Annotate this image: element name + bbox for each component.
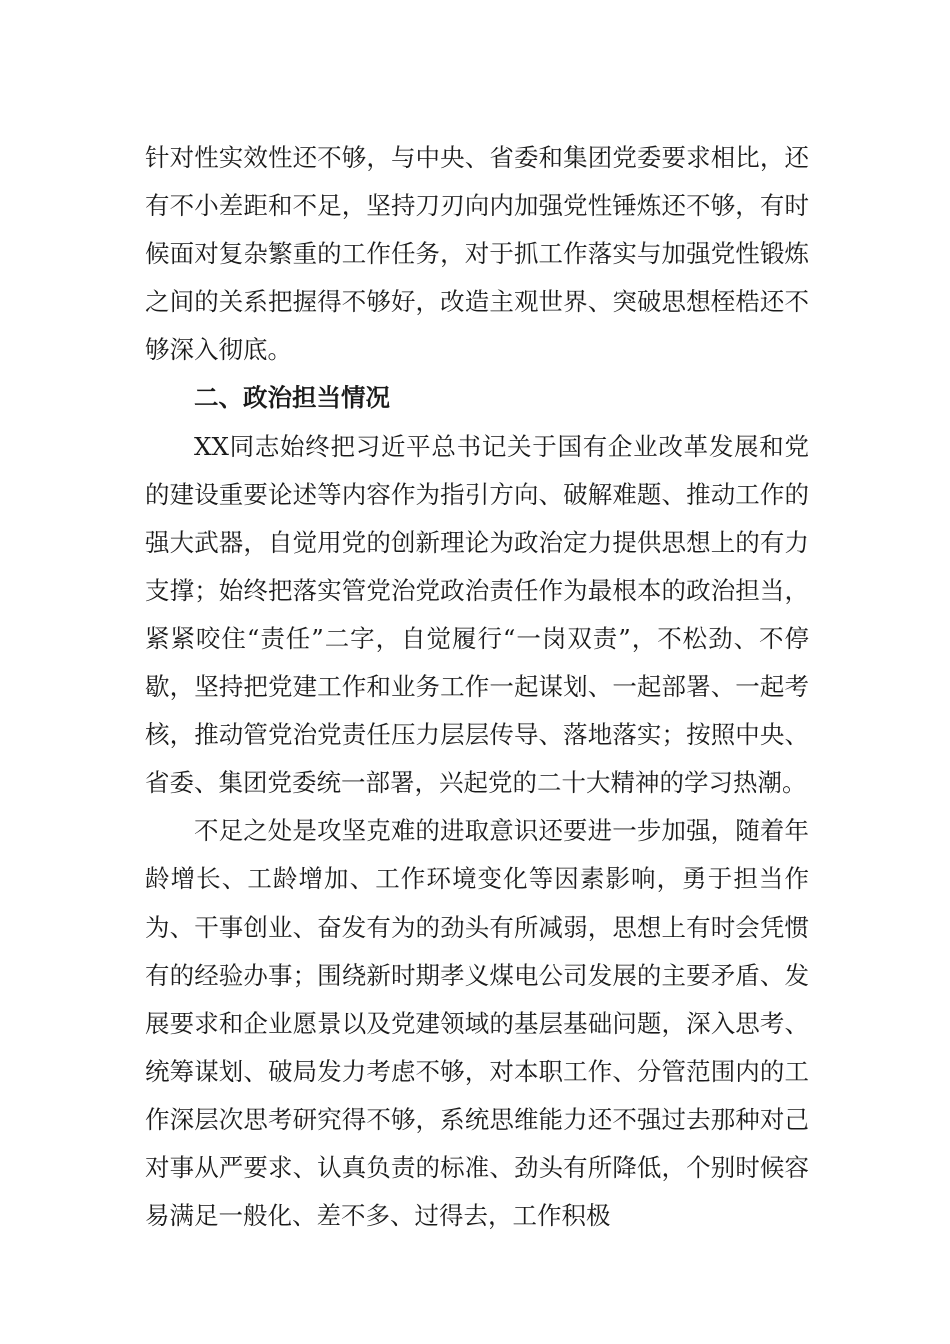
document-body <box>145 134 809 1240</box>
paragraph-shortcomings: 不足之处是攻坚克难的进取意识还要进一步加强，随着年龄增长、工龄增加、工作环境变化等因素影响，勇于担当作为、干事创业、奋发有为的劲头有所减弱，思想上有时会凭惯有的经验办事；围绕新时期孝义煤电公司发展的主要矛盾、发展要求和企业愿景以及党建领域的基层基础问题，深入思考、统筹谋划、破局发力考虑不够，对本职工作、分管范围内的工作深层次思考研究得不够，系统思维能力还不强过去那种对己对事从严要求、认真负责的标准、劲头有所降低，个别时候容易满足一般化、差不多、过得去，工作积极 <box>145 816 809 1231</box>
paragraph-continuation: 针对性实效性还不够，与中央、省委和集团党委要求相比，还有不小差距和不足，坚持刀刃向内加强党性锤炼还不够，有时候面对复杂繁重的工作任务，对于抓工作落实与加强党性锻炼之间的关系把握得不够好，改造主观世界、突破思想桎梏还不够深入彻底。 <box>145 143 809 365</box>
section-heading: 二、政治担当情况 <box>194 383 390 413</box>
paragraph-political-responsibility: XX同志始终把习近平总书记关于国有企业改革发展和党的建设重要论述等内容作为指引方向、破解难题、推动工作的强大武器，自觉用党的创新理论为政治定力提供思想上的有力支撑；始终把落实管党治党政治责任作为最根本的政治担当，紧紧咬住“责任”二字，自觉履行“一岗双责”，不松劲、不停歇，坚持把党建工作和业务工作一起谋划、一起部署、一起考核，推动管党治党责任压力层层传导、落地落实；按照中央、省委、集团党委统一部署，兴起党的二十大精神的学习热潮。 <box>145 431 809 798</box>
